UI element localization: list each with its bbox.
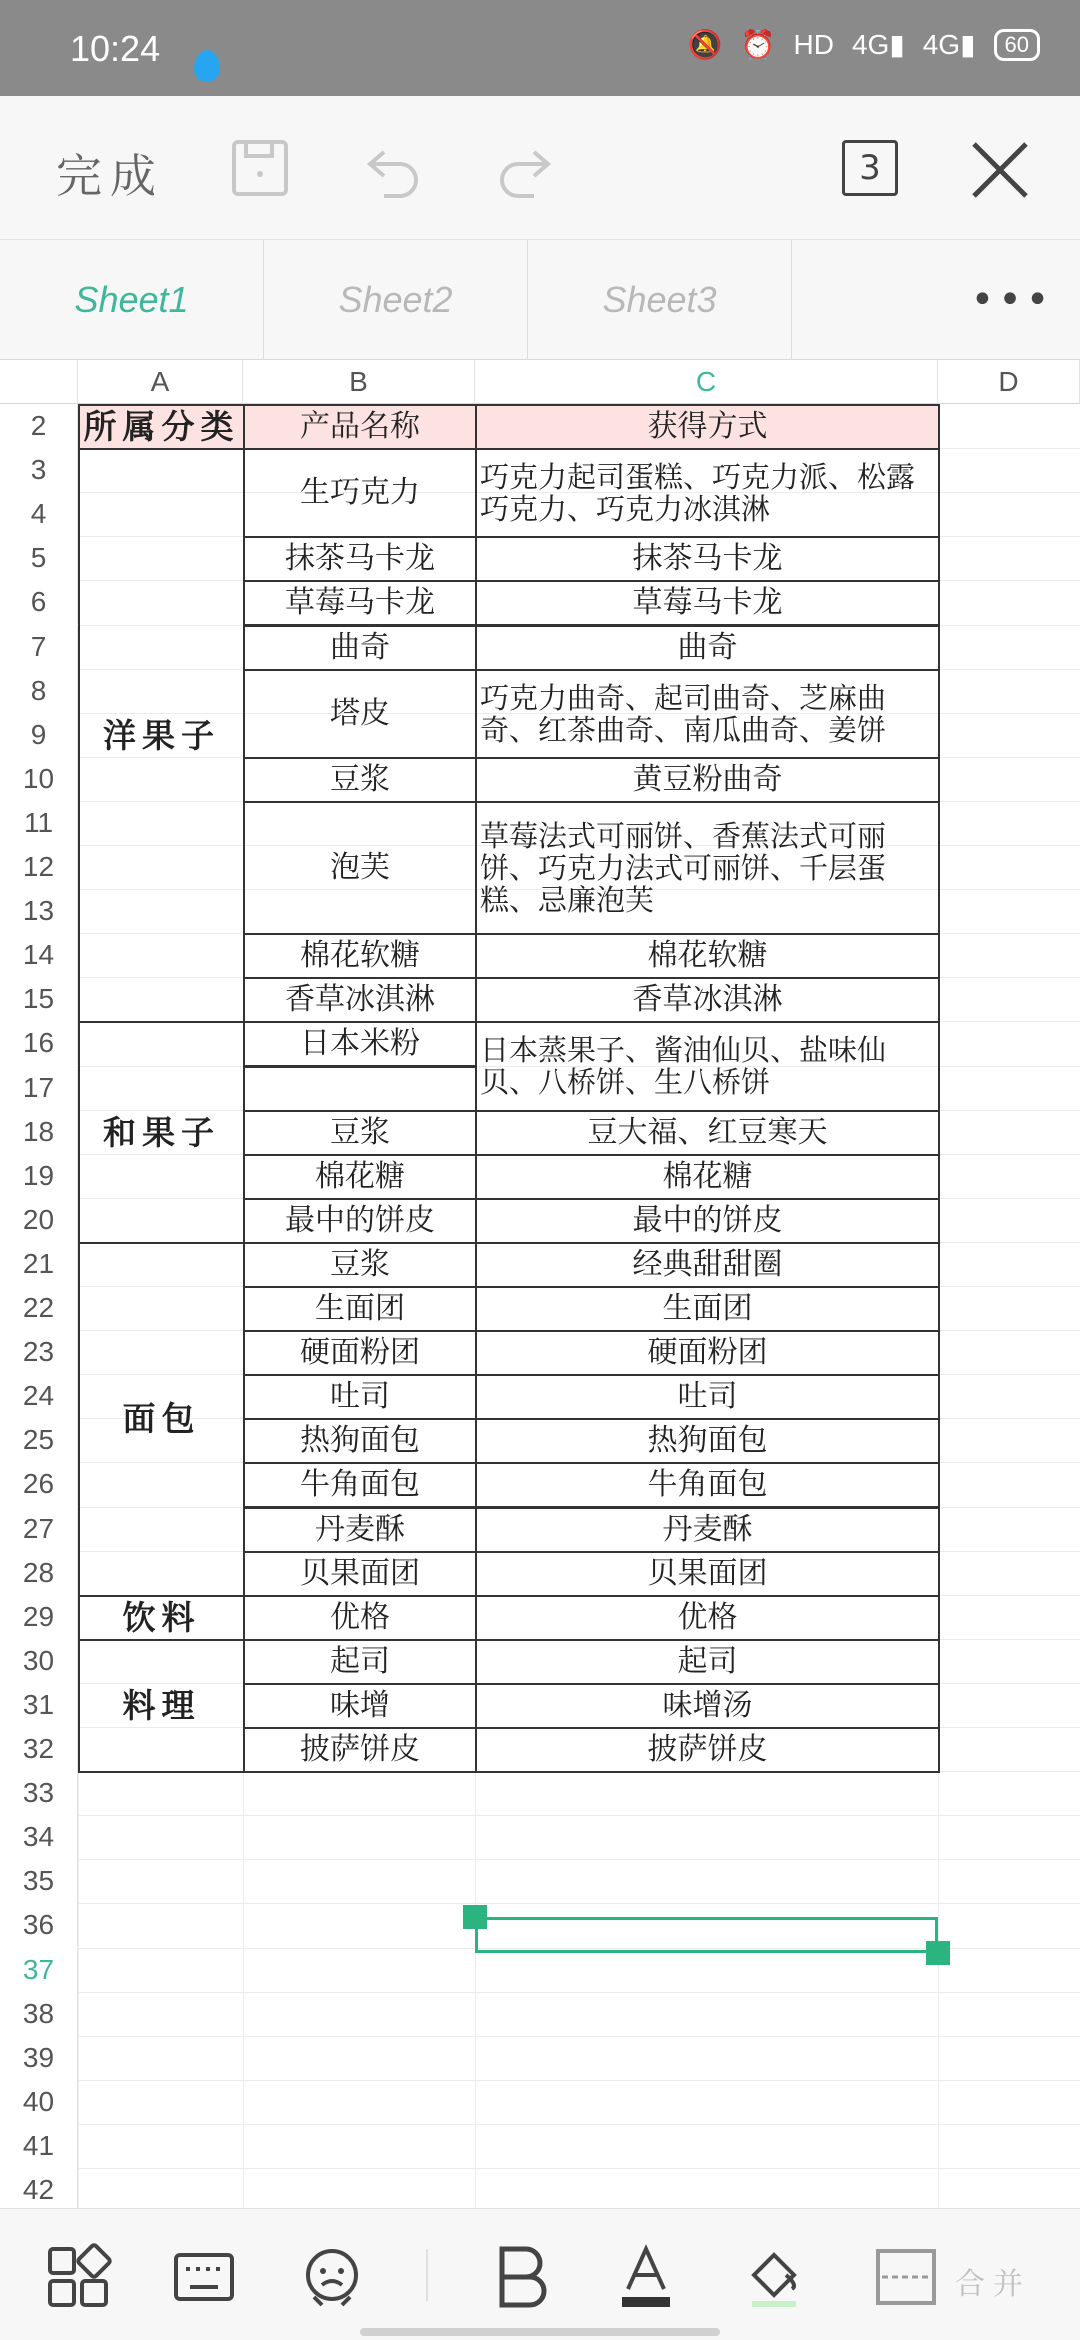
close-icon[interactable] [968, 138, 1032, 202]
row-header[interactable]: 30 [0, 1639, 78, 1683]
row-header[interactable]: 3 [0, 448, 78, 492]
category-cell[interactable]: 饮料 [78, 1595, 245, 1641]
row-header[interactable]: 10 [0, 757, 78, 801]
method-cell[interactable]: 棉花软糖 [475, 933, 940, 979]
product-cell[interactable]: 起司 [243, 1639, 477, 1685]
corner-cell[interactable] [0, 360, 78, 404]
col-header-a[interactable]: A [78, 360, 243, 404]
row-header[interactable]: 28 [0, 1551, 78, 1595]
product-cell[interactable]: 优格 [243, 1595, 477, 1641]
method-cell[interactable]: 草莓马卡龙 [475, 580, 940, 626]
more-sheets-button[interactable]: ••• [970, 277, 1054, 323]
row-header[interactable]: 38 [0, 1992, 78, 2036]
row-header[interactable]: 34 [0, 1815, 78, 1859]
product-cell[interactable]: 棉花糖 [243, 1154, 477, 1200]
product-cell[interactable]: 泡芙 [243, 801, 477, 935]
product-cell[interactable]: 味增 [243, 1683, 477, 1729]
method-cell[interactable]: 贝果面团 [475, 1551, 940, 1597]
row-header[interactable]: 26 [0, 1462, 78, 1506]
gridline-horizontal [78, 2036, 1080, 2037]
method-cell[interactable]: 巧克力曲奇、起司曲奇、芝麻曲奇、红茶曲奇、南瓜曲奇、姜饼 [475, 669, 940, 759]
method-cell[interactable]: 硬面粉团 [475, 1330, 940, 1376]
method-cell[interactable]: 香草冰淇淋 [475, 977, 940, 1023]
header-category[interactable]: 所属分类 [78, 404, 245, 450]
row-header[interactable]: 36 [0, 1903, 78, 1947]
header-method[interactable]: 获得方式 [475, 404, 940, 450]
row-header[interactable]: 37 [0, 1948, 78, 1992]
product-cell[interactable]: 曲奇 [243, 625, 477, 671]
method-cell[interactable]: 牛角面包 [475, 1462, 940, 1508]
fill-color-icon[interactable] [742, 2245, 806, 2309]
method-cell[interactable]: 棉花糖 [475, 1154, 940, 1200]
merge-button[interactable]: 合并 [955, 2267, 1031, 2302]
keyboard-icon[interactable] [172, 2245, 236, 2309]
method-cell[interactable]: 巧克力起司蛋糕、巧克力派、松露巧克力、巧克力冰淇淋 [475, 448, 940, 538]
product-cell[interactable]: 丹麦酥 [243, 1507, 477, 1553]
row-header[interactable]: 12 [0, 845, 78, 889]
row-header[interactable]: 8 [0, 669, 78, 713]
border-icon[interactable] [874, 2245, 938, 2309]
row-header[interactable]: 15 [0, 977, 78, 1021]
undo-icon[interactable] [362, 136, 426, 200]
done-button[interactable]: 完成 [56, 149, 164, 203]
row-header[interactable]: 33 [0, 1771, 78, 1815]
product-cell[interactable]: 草莓马卡龙 [243, 580, 477, 626]
method-cell[interactable]: 黄豆粉曲奇 [475, 757, 940, 803]
row-header[interactable]: 7 [0, 625, 78, 669]
row-header[interactable]: 16 [0, 1021, 78, 1065]
product-cell[interactable]: 塔皮 [243, 669, 477, 759]
gridline-horizontal [78, 1992, 1080, 1993]
method-cell[interactable]: 优格 [475, 1595, 940, 1641]
battery-icon: 60 [994, 29, 1040, 61]
selection-start-handle[interactable] [463, 1905, 487, 1929]
product-cell[interactable]: 生面团 [243, 1286, 477, 1332]
mute-icon: 🔕 [687, 29, 723, 60]
bottom-toolbar [0, 2208, 1080, 2340]
gridline-horizontal [78, 1859, 1080, 1860]
redo-icon[interactable] [492, 136, 556, 200]
method-cell[interactable]: 经典甜甜圈 [475, 1242, 940, 1288]
product-cell[interactable]: 香草冰淇淋 [243, 977, 477, 1023]
method-cell[interactable]: 最中的饼皮 [475, 1198, 940, 1244]
method-cell[interactable]: 丹麦酥 [475, 1507, 940, 1553]
row-header[interactable]: 9 [0, 713, 78, 757]
cell-selection[interactable] [475, 1917, 938, 1953]
product-cell[interactable]: 硬面粉团 [243, 1330, 477, 1376]
gridline-horizontal [78, 2124, 1080, 2125]
method-cell[interactable]: 吐司 [475, 1374, 940, 1420]
product-cell[interactable]: 热狗面包 [243, 1418, 477, 1464]
method-cell[interactable]: 日本蒸果子、酱油仙贝、盐味仙贝、八桥饼、生八桥饼 [475, 1021, 940, 1111]
header-product[interactable]: 产品名称 [243, 404, 477, 450]
status-time: 10:24 [70, 28, 161, 69]
product-cell[interactable]: 豆浆 [243, 1110, 477, 1156]
signal-1-icon: 4G▮ [851, 29, 905, 60]
method-cell[interactable]: 草莓法式可丽饼、香蕉法式可丽饼、巧克力法式可丽饼、千层蛋糕、忌廉泡芙 [475, 801, 940, 935]
tab-count-button[interactable]: 3 [842, 140, 898, 196]
row-header[interactable]: 4 [0, 492, 78, 536]
row-header[interactable]: 6 [0, 580, 78, 624]
product-cell[interactable]: 日本米粉 [243, 1021, 477, 1067]
row-header[interactable]: 35 [0, 1859, 78, 1903]
product-cell[interactable] [243, 1066, 477, 1112]
col-header-c[interactable]: C [475, 360, 938, 404]
method-cell[interactable]: 味增汤 [475, 1683, 940, 1729]
row-header[interactable]: 14 [0, 933, 78, 977]
product-cell[interactable]: 贝果面团 [243, 1551, 477, 1597]
method-cell[interactable]: 起司 [475, 1639, 940, 1685]
category-cell[interactable]: 面包 [78, 1242, 245, 1597]
method-cell[interactable]: 披萨饼皮 [475, 1727, 940, 1773]
row-header[interactable]: 25 [0, 1418, 78, 1462]
product-cell[interactable]: 抹茶马卡龙 [243, 536, 477, 582]
product-cell[interactable]: 生巧克力 [243, 448, 477, 538]
row-header[interactable]: 20 [0, 1198, 78, 1242]
row-header[interactable]: 41 [0, 2124, 78, 2168]
row-header[interactable]: 17 [0, 1066, 78, 1110]
product-cell[interactable]: 豆浆 [243, 1242, 477, 1288]
bold-icon[interactable] [490, 2245, 554, 2309]
product-cell[interactable]: 棉花软糖 [243, 933, 477, 979]
product-cell[interactable]: 披萨饼皮 [243, 1727, 477, 1773]
method-cell[interactable]: 生面团 [475, 1286, 940, 1332]
method-cell[interactable]: 热狗面包 [475, 1418, 940, 1464]
row-header[interactable]: 13 [0, 889, 78, 933]
row-header[interactable]: 19 [0, 1154, 78, 1198]
category-cell[interactable]: 料理 [78, 1639, 245, 1773]
tab-sheet3[interactable]: Sheet3 [528, 240, 792, 360]
alarm-icon: ⏰ [740, 29, 776, 60]
gridline-horizontal [78, 2080, 1080, 2081]
row-header[interactable]: 40 [0, 2080, 78, 2124]
editor-toolbar [0, 96, 1080, 240]
row-header[interactable]: 5 [0, 536, 78, 580]
method-cell[interactable]: 豆大福、红豆寒天 [475, 1110, 940, 1156]
row-header[interactable]: 31 [0, 1683, 78, 1727]
row-header[interactable]: 24 [0, 1374, 78, 1418]
col-header-b[interactable]: B [243, 360, 475, 404]
row-header[interactable]: 21 [0, 1242, 78, 1286]
selection-end-handle[interactable] [926, 1941, 950, 1965]
sheet-tabs [0, 240, 1080, 360]
row-header[interactable]: 42 [0, 2168, 78, 2212]
home-indicator [360, 2328, 720, 2336]
gridline-horizontal [78, 2168, 1080, 2169]
product-cell[interactable]: 豆浆 [243, 757, 477, 803]
row-header[interactable]: 22 [0, 1286, 78, 1330]
signal-2-icon: 4G▮ [922, 29, 976, 60]
row-header[interactable]: 39 [0, 2036, 78, 2080]
apps-grid-icon[interactable] [46, 2245, 110, 2309]
row-header[interactable]: 18 [0, 1110, 78, 1154]
product-cell[interactable]: 牛角面包 [243, 1462, 477, 1508]
product-cell[interactable]: 最中的饼皮 [243, 1198, 477, 1244]
gridline-horizontal [78, 1903, 1080, 1904]
row-header[interactable]: 11 [0, 801, 78, 845]
row-header[interactable]: 27 [0, 1507, 78, 1551]
status-icons [688, 28, 1040, 61]
product-cell[interactable]: 吐司 [243, 1374, 477, 1420]
method-cell[interactable]: 曲奇 [475, 625, 940, 671]
tab-sheet2[interactable]: Sheet2 [264, 240, 528, 360]
row-header[interactable]: 32 [0, 1727, 78, 1771]
emoji-icon[interactable] [300, 2245, 364, 2309]
hd-label: HD [793, 28, 834, 60]
category-cell[interactable]: 洋果子 [78, 448, 245, 1023]
category-cell[interactable]: 和果子 [78, 1021, 245, 1244]
row-header[interactable]: 2 [0, 404, 78, 448]
font-color-icon[interactable] [614, 2245, 678, 2309]
tab-sheet1[interactable]: Sheet1 [0, 240, 264, 360]
gridline-horizontal [78, 1815, 1080, 1816]
notification-drop-icon [194, 50, 220, 82]
row-header[interactable]: 23 [0, 1330, 78, 1374]
row-header[interactable]: 29 [0, 1595, 78, 1639]
status-bar [0, 0, 1080, 96]
toolbar-divider [426, 2249, 428, 2301]
col-header-d[interactable]: D [938, 360, 1080, 404]
save-icon[interactable] [228, 136, 292, 200]
method-cell[interactable]: 抹茶马卡龙 [475, 536, 940, 582]
